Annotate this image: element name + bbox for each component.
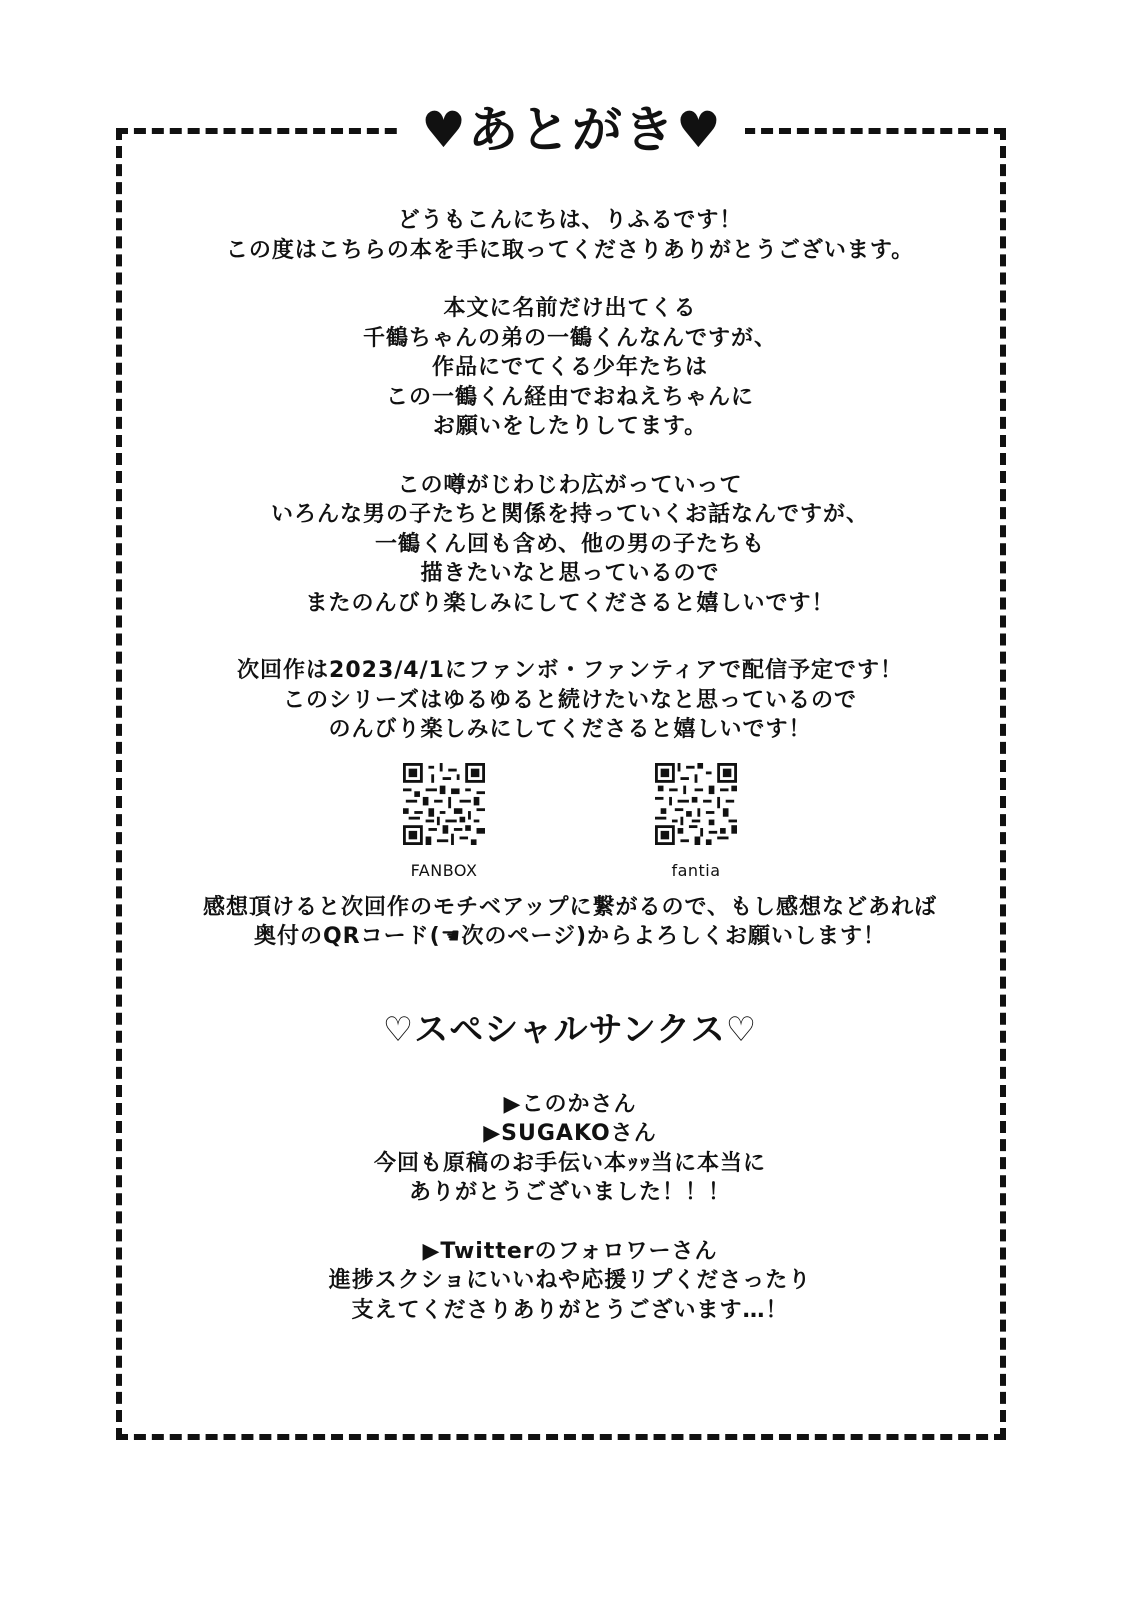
greeting-section [130, 206, 1010, 265]
thanks-line: 今回も原稿のお手伝い本ｯｯ当に本当に [373, 1150, 766, 1176]
rumor-section [130, 471, 1010, 619]
fantia-qr-code-icon[interactable] [655, 763, 737, 845]
story-line: この一鶴くん経由でおねえちゃんに [385, 384, 754, 410]
spacer [130, 618, 1010, 656]
feedback-line: 奥付のQRコード(☚次のページ)からよろしくお願いします！ [253, 924, 887, 949]
story-line: 千鶴ちゃんの弟の一鶴くんなんですが、 [362, 325, 777, 351]
fanbox-qr[interactable] [403, 763, 485, 881]
spacer [130, 1208, 1010, 1237]
story-line: お願いをしたりしてます。 [432, 414, 708, 439]
page-title [0, 98, 1144, 162]
fantia-qr-label: fantia [671, 860, 721, 880]
spacer [130, 265, 1010, 294]
next-work-line: このシリーズはゆるゆると続けたいなと思っているので [283, 687, 857, 713]
feedback-section [130, 893, 1010, 952]
fantia-qr[interactable] [655, 763, 737, 881]
helpers-thanks [130, 1090, 1010, 1208]
greeting-line: この度はこちらの本を手に取ってくださりありがとうございます。 [225, 237, 915, 263]
next-work-section [130, 656, 1010, 745]
qr-codes-row [130, 763, 1010, 881]
next-work-line: 次回作は2023/4/1にファンボ・ファンティアで配信予定です！ [237, 658, 903, 683]
rumor-line: 一鶴くん回も含め、他の男の子たちも [374, 531, 766, 557]
story-line: 作品にでてくる少年たちは [431, 355, 708, 380]
special-thanks-heading: ♡スペシャルサンクス♡ [382, 1009, 758, 1050]
thanks-line: ▶Twitterのフォロワーさん [422, 1238, 718, 1264]
fanbox-qr-code-icon[interactable] [403, 763, 485, 845]
spacer [130, 442, 1010, 471]
rumor-line: またのんびり楽しみにしてくださると嬉しいです！ [305, 590, 835, 616]
story-line: 本文に名前だけ出てくる [443, 296, 697, 321]
rumor-line: この噂がじわじわ広がっていって [397, 472, 743, 498]
followers-thanks [130, 1237, 1010, 1326]
thanks-line: ▶このかさん [503, 1091, 637, 1117]
page-title-text: ♥あとがき♥ [399, 98, 745, 162]
thanks-line: ありがとうございました！！！ [408, 1180, 731, 1205]
thanks-line: 進捗スクショにいいねや応援リプくださったり [328, 1268, 812, 1293]
thanks-line: ▶SUGAKOさん [483, 1121, 657, 1146]
rumor-line: 描きたいなと思っているので [420, 561, 720, 586]
story-section [130, 294, 1010, 442]
next-work-line: のんびり楽しみにしてくださると嬉しいです！ [328, 717, 812, 742]
thanks-line: 支えてくださりありがとうございます…！ [351, 1297, 789, 1323]
afterword-content [130, 206, 1010, 1325]
feedback-line: 感想頂けると次回作のモチベアップに繋がるので、もし感想などあれば [202, 894, 938, 920]
fanbox-qr-label: FANBOX [410, 860, 478, 880]
greeting-line: どうもこんにちは、りふるです！ [397, 208, 743, 233]
rumor-line: いろんな男の子たちと関係を持っていくお話なんですが、 [270, 502, 869, 527]
